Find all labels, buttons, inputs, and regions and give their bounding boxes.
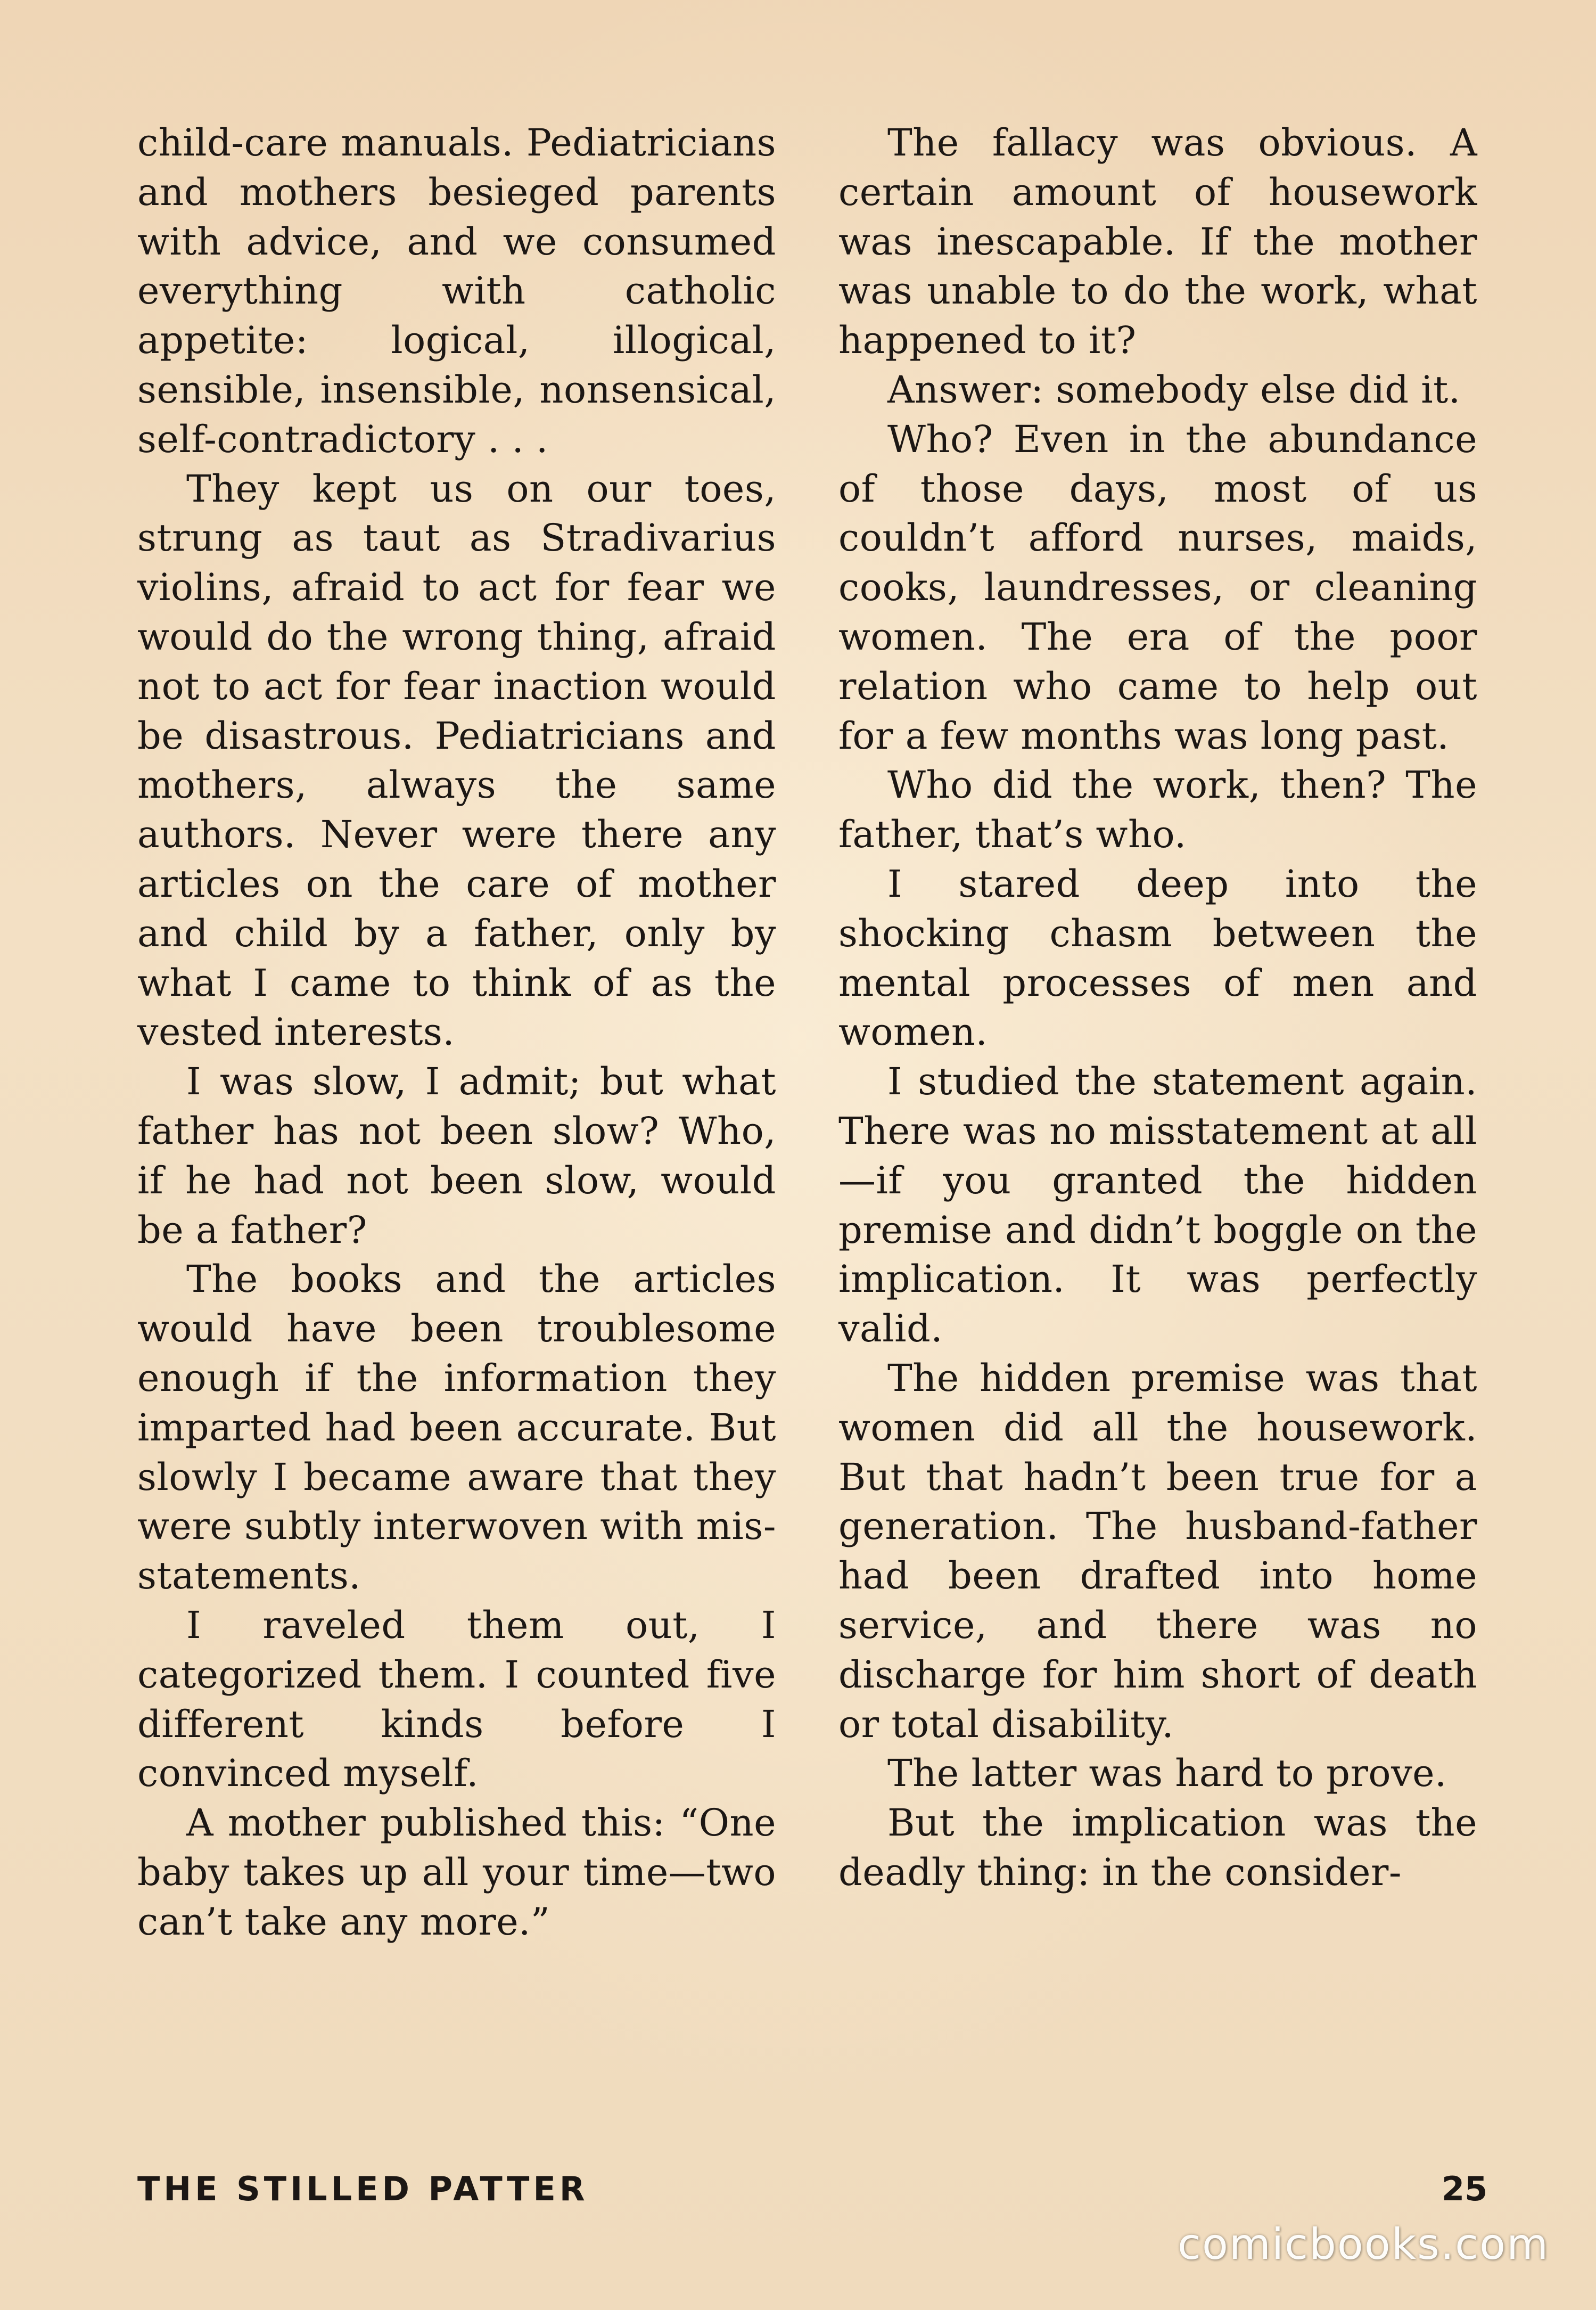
paragraph: I was slow, I admit; but what father has not been slow? Who, if he had not been slow, would be a father? xyxy=(137,1060,776,1252)
paragraph: A mother published this: “One baby takes up all your time—two can’t take any more.” xyxy=(137,1801,776,1944)
paragraph: I raveled them out, I categorized them. I counted five different kinds before I convinced myself. xyxy=(137,1603,776,1796)
page-number: 25 xyxy=(1442,2169,1488,2208)
paragraph: Who? Even in the abundance of those days, most of us couldn’t afford nurses, maids, cooks, laundresses, or cleaning women. The era of the poor relation who came to help out for a few months was long past. xyxy=(838,417,1477,758)
paragraph: The hidden premise was that women did all the housework. But that hadn’t been true for a generation. The husband-father had been drafted into home service, and there was no discharge for him short of death or total disability. xyxy=(838,1356,1477,1746)
running-footer-title: THE STILLED PATTER xyxy=(137,2169,589,2208)
paragraph: They kept us on our toes, strung as taut as Stradivarius violins, afraid to act for fear we would do the wrong thing, afraid not to act for fear inaction would be disastrous. Pediatricians and mothers, always the same authors. Never were there any articles on the care of mother and child by a father, only by what I came to think of as the vested interests. xyxy=(137,466,776,1054)
paragraph: Who did the work, then? The father, that’s who. xyxy=(838,763,1477,857)
paragraph: The books and the articles would have been troublesome enough if the information they imparted had been accurate. But slowly I became aware that they were subtly interwoven with mis-statements. xyxy=(137,1257,776,1598)
right-text-column xyxy=(838,118,1477,1897)
paragraph: But the implication was the deadly thing: in the consider- xyxy=(838,1801,1477,1894)
paragraph: Answer: somebody else did it. xyxy=(887,367,1461,412)
paragraph: I stared deep into the shocking chasm between the mental processes of men and women. xyxy=(838,862,1477,1054)
left-text-column xyxy=(137,118,776,1946)
paragraph: The fallacy was obvious. A certain amount of housework was inescapable. If the mother was unable to do the work, what happened to it? xyxy=(838,121,1477,363)
paragraph: child-care manuals. Pediatricians and mothers besieged parents with advice, and we consumed everything with catholic appetite: logical, illogical, sensible, insensible, nonsensical, self-contradictory . . . xyxy=(137,121,776,461)
site-watermark: comicbooks.com xyxy=(1178,2219,1550,2269)
paragraph: The latter was hard to prove. xyxy=(887,1751,1447,1796)
paragraph: I studied the statement again. There was no misstatement at all—if you granted the hidden premise and didn’t boggle on the implication. It was perfectly valid. xyxy=(838,1060,1477,1351)
